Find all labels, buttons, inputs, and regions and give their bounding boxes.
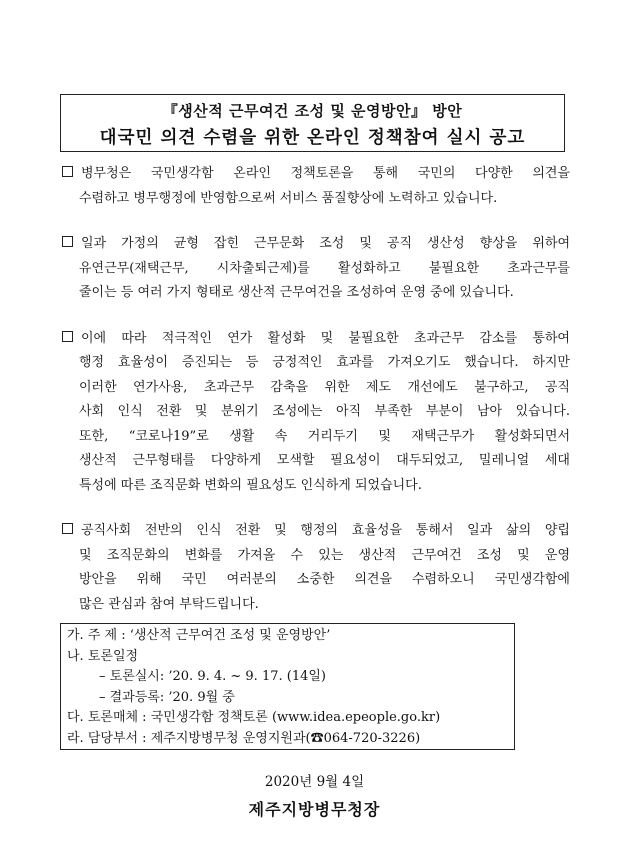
- paragraph-2: [62, 232, 570, 306]
- notice-title-box: [60, 94, 565, 152]
- info-department: 라. 담당부서 : 제주지방병무청 운영지원과(☎064-720-3226): [67, 730, 421, 746]
- info-schedule-results: – 결과등록: ’20. 9월 중: [99, 689, 235, 705]
- checkbox-bullet-icon: [62, 166, 73, 177]
- discussion-info-box: [60, 623, 515, 750]
- paragraph-line: 줄이는 등 여러 가지 형태로 생산적 근무여건을 조성하여 운영 중에 있습니다.: [79, 285, 514, 300]
- paragraph-line: 유연근무(재택근무, 시차출퇴근제)를 활성화하고 불필요한 초과근무를: [79, 260, 570, 276]
- info-topic: 가. 주 제 : ‘생산적 근무여건 조성 및 운영방안’: [67, 628, 331, 643]
- notice-title-line-2: 대국민 의견 수렴을 위한 온라인 정책참여 실시 공고: [99, 128, 526, 148]
- paragraph-line: 이러한 연가사용, 초과근무 감축을 위한 제도 개선에도 불구하고, 공직: [79, 379, 570, 395]
- notice-body: [62, 162, 570, 638]
- paragraph-line: 사회 인식 전환 및 분위기 조성에는 아직 부족한 부분이 남아 있습니다.: [79, 404, 570, 419]
- checkbox-bullet-icon: [62, 331, 73, 342]
- checkbox-bullet-icon: [62, 523, 73, 534]
- paragraph-line: 수렴하고 병무행정에 반영함으로써 서비스 품질향상에 노력하고 있습니다.: [79, 190, 498, 206]
- info-medium: 다. 토론매체 : 국민생각함 정책토론 (www.idea.epeople.go.kr): [67, 710, 441, 725]
- info-schedule-heading: 나. 토론일정: [67, 648, 139, 664]
- checkbox-bullet-icon: [62, 236, 73, 247]
- paragraph-line: 또한, “코로나19”로 생활 속 거리두기 및 재택근무가 활성화되면서: [79, 428, 570, 444]
- paragraph-line: 이에 따라 적극적인 연가 활성화 및 불필요한 초과근무 감소를 통하여: [62, 327, 570, 352]
- paragraph-4: [62, 519, 570, 617]
- paragraph-line: 많은 관심과 참여 부탁드립니다.: [79, 596, 259, 612]
- paragraph-line: 방안을 위해 국민 여러분의 소중한 의견을 수렴하오니 국민생각함에: [79, 572, 570, 587]
- paragraph-line: 특성에 따른 조직문화 변화의 필요성도 인식하게 되었습니다.: [79, 477, 422, 493]
- issuing-organization: 제주지방병무청장: [248, 800, 381, 819]
- paragraph-line: 공직사회 전반의 인식 전환 및 행정의 효율성을 통해서 일과 삶의 양립: [62, 519, 570, 544]
- paragraph-3: [62, 327, 570, 499]
- notice-date: 2020년 9월 4일: [264, 774, 365, 790]
- paragraph-line: 병무청은 국민생각함 온라인 정책토론을 통해 국민의 다양한 의견을: [62, 162, 570, 187]
- paragraph-1: [62, 162, 570, 211]
- paragraph-line: 및 조직문화의 변화를 가져올 수 있는 생산적 근무여건 조성 및 운영: [79, 547, 570, 563]
- paragraph-line: 행정 효율성이 증진되는 등 긍정적인 효과를 가져오기도 했습니다. 하지만: [79, 355, 570, 370]
- notice-title-line-1: 『생산적 근무여건 조성 및 운영방안』 방안: [162, 102, 463, 120]
- paragraph-line: 일과 가정의 균형 잡힌 근무문화 조성 및 공직 생산성 향상을 위하여: [62, 232, 570, 257]
- info-schedule-discussion: – 토론실시: ’20. 9. 4. ~ 9. 17. (14일): [99, 669, 326, 684]
- paragraph-line: 생산적 근무형태를 다양하게 모색할 필요성이 대두되었고, 밀레니얼 세대: [79, 453, 570, 468]
